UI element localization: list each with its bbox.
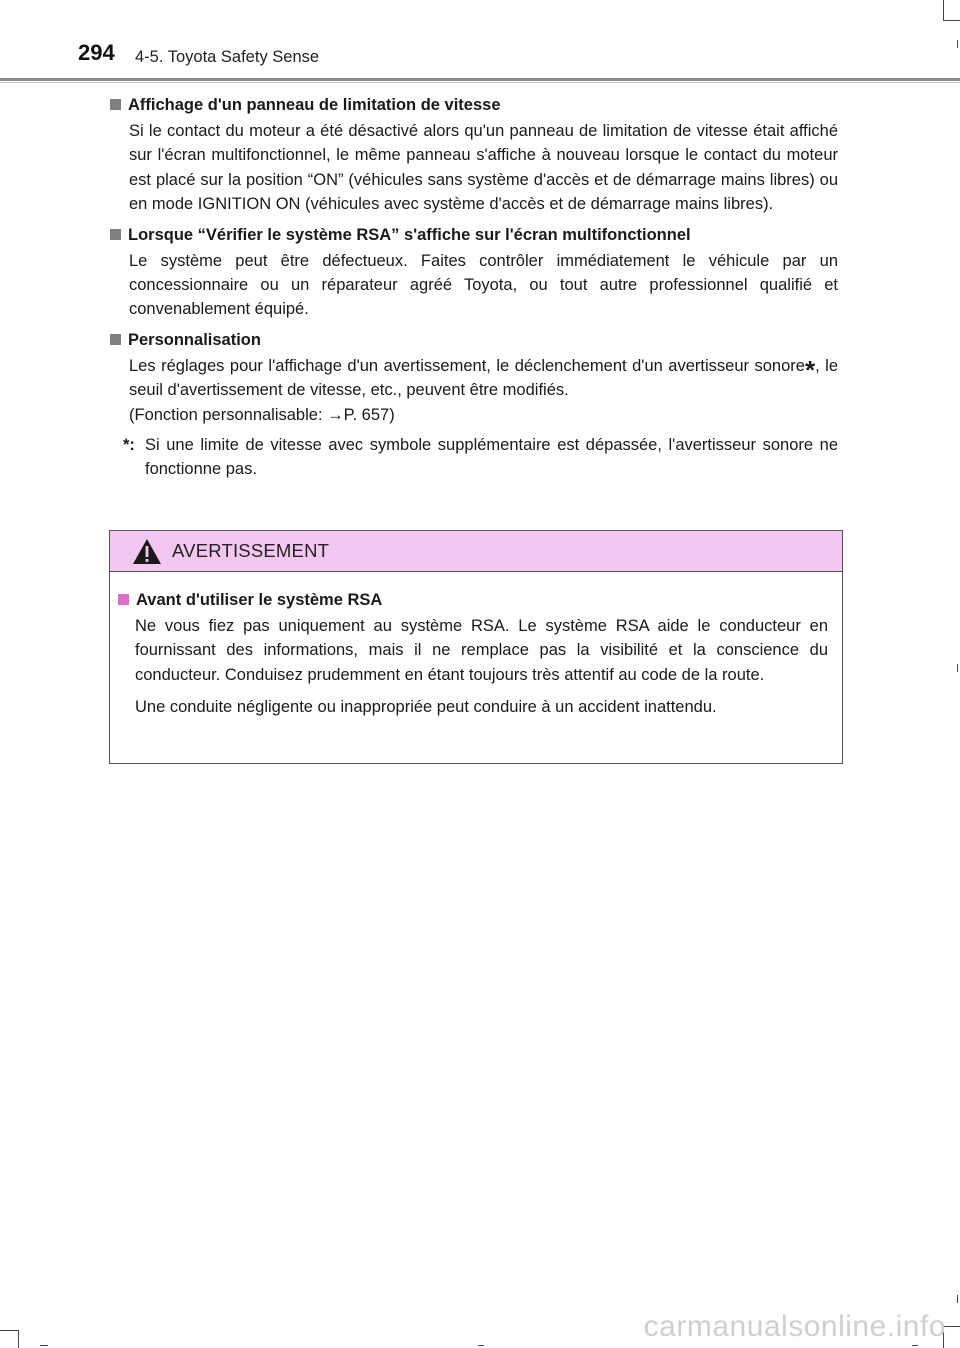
crop-mark	[957, 664, 958, 672]
crop-mark	[912, 1345, 918, 1346]
section-body: Le système peut être défectueux. Faites contrôler immédiatement le véhicule par un concessionnaire ou un réparateur agréé Toyota, ou tout autre professionnel qualifié et convenablement équipé.	[129, 251, 838, 319]
square-bullet-icon	[110, 334, 121, 345]
warning-body	[110, 572, 842, 720]
watermark: carmanualsonline.info	[643, 1310, 946, 1343]
section-body: Si le contact du moteur a été désactivé alors qu'un panneau de limitation de vitesse était affiché sur l'écran multifonctionnel, le même panneau s'affiche à nouveau lorsque le contact du moteur est placé sur la position “ON” (véhicules sans système d'accès et de démarrage mains libres) ou en mode IGNITION ON (véhicules avec système d'accès et de démarrage mains libres).	[129, 122, 838, 214]
section-title: 4-5. Toyota Safety Sense	[135, 48, 320, 66]
warning-heading	[118, 588, 828, 612]
crop-mark	[957, 40, 958, 48]
header-rule	[0, 78, 960, 81]
section-heading-text: Affichage d'un panneau de limitation de vitesse	[128, 96, 501, 114]
warning-triangle-icon	[132, 538, 162, 565]
square-bullet-icon	[110, 99, 121, 110]
square-bullet-icon	[110, 229, 121, 240]
section-heading-text: Lorsque “Vérifier le système RSA” s'affiche sur l'écran multifonctionnel	[128, 225, 691, 244]
section-speed-sign	[110, 93, 838, 217]
section-heading	[110, 93, 838, 117]
warning-header	[110, 531, 842, 572]
warning-paragraph: Ne vous fiez pas uniquement au système RSA. Le système RSA aide le conducteur en fournissant des informations, mais il ne remplace pas la visibilité et la conscience du conducteur. Conduisez prudemment en étant toujours très attentif au code de la route.	[135, 617, 828, 684]
crop-mark	[18, 1330, 19, 1348]
crop-mark	[40, 1345, 48, 1346]
footnote-mark: *:	[123, 436, 135, 455]
warning-heading-text: Avant d'utiliser le système RSA	[136, 591, 383, 609]
page-number: 294	[78, 40, 115, 65]
square-bullet-icon	[118, 594, 129, 605]
section-heading-text: Personnalisation	[128, 330, 261, 349]
footnote-star: *	[804, 354, 816, 385]
crop-mark	[943, 20, 960, 21]
crop-mark	[478, 1345, 484, 1346]
warning-box	[109, 530, 843, 764]
header-rule-thin	[0, 82, 960, 83]
footnote	[123, 433, 838, 482]
section-rsa-check	[110, 223, 838, 322]
crop-mark	[957, 1295, 958, 1303]
crop-mark	[0, 1330, 18, 1331]
footnote-text: Si une limite de vitesse avec symbole supplémentaire est dépassée, l'avertisseur sonore ne fonctionne pas.	[145, 436, 838, 479]
section-customization	[110, 328, 838, 427]
section-heading	[110, 328, 838, 352]
warning-title: AVERTISSEMENT	[172, 540, 330, 561]
section-heading	[110, 223, 838, 247]
crop-mark	[943, 0, 944, 20]
section-body: Les réglages pour l'affichage d'un avertissement, le déclenchement d'un avertisseur sonore*, le seuil d'avertissement de vitesse, etc., peuvent être modifiés.	[129, 354, 839, 400]
main-content	[110, 93, 838, 482]
warning-paragraph: Une conduite négligente ou inappropriée peut conduire à un accident inattendu.	[135, 698, 717, 717]
customization-reference: (Fonction personnalisable: →P. 657)	[129, 405, 395, 424]
